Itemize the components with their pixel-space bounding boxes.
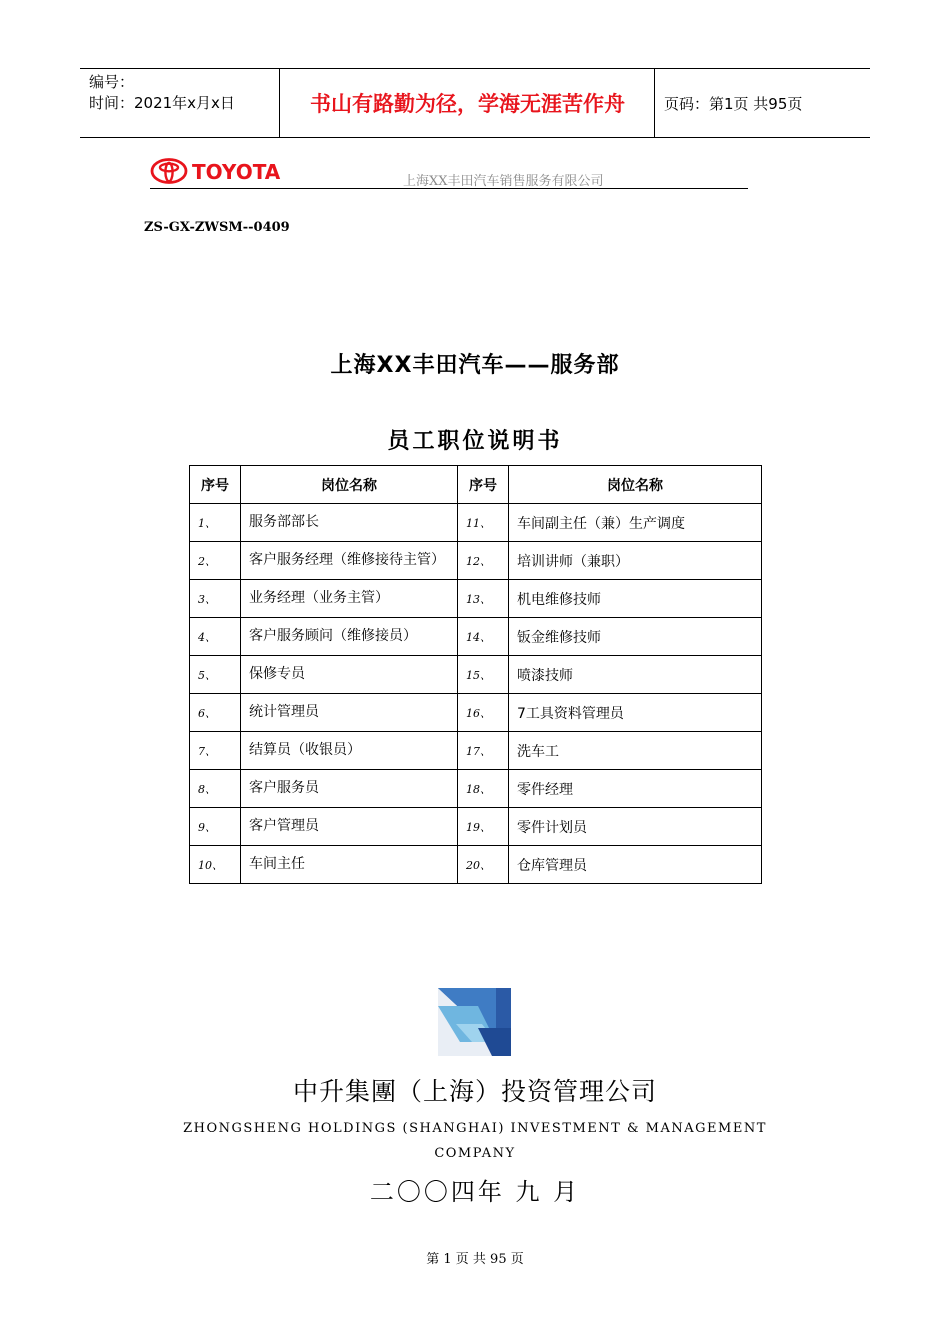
time-label: 时间：2021年x月x日	[89, 94, 235, 112]
position-name: 钣金维修技师	[509, 618, 762, 656]
header-motto: 书山有路勤为径，学海无涯苦作舟	[281, 69, 655, 137]
position-table	[189, 465, 762, 884]
table-row	[190, 580, 762, 618]
document-title: 上海XX丰田汽车——服务部	[330, 353, 620, 378]
header-cell-position-right: 岗位名称	[509, 466, 762, 504]
row-number: 14、	[458, 618, 509, 656]
company-emblem-icon	[438, 988, 511, 1056]
position-name: 7工具资料管理员	[509, 694, 762, 732]
row-number: 18、	[458, 770, 509, 808]
row-number: 1、	[190, 504, 241, 542]
row-number: 16、	[458, 694, 509, 732]
company-name-en-line1: ZHONGSHENG HOLDINGS (SHANGHAI) INVESTMENT & MANAGEMENT	[183, 1121, 767, 1136]
header-cell-no-left: 序号	[190, 466, 241, 504]
row-number: 10、	[190, 846, 241, 884]
row-number: 15、	[458, 656, 509, 694]
table-row	[190, 542, 762, 580]
position-name: 培训讲师（兼职）	[509, 542, 762, 580]
row-number: 11、	[458, 504, 509, 542]
position-name: 机电维修技师	[509, 580, 762, 618]
row-number: 6、	[190, 694, 241, 732]
position-name: 客户服务经理（维修接待主管）	[241, 542, 458, 580]
row-number: 4、	[190, 618, 241, 656]
header-page-number: 页码：第1页 共95页	[664, 94, 803, 113]
document-subtitle: 员工职位说明书	[387, 429, 563, 454]
position-name: 喷漆技师	[509, 656, 762, 694]
position-name: 零件经理	[509, 770, 762, 808]
table-row	[190, 732, 762, 770]
position-name: 服务部部长	[241, 504, 458, 542]
company-name-en	[180, 1116, 770, 1166]
logo-wordmark: TOYOTA	[192, 160, 281, 184]
document-date: 二〇〇四年 九 月	[369, 1178, 581, 1206]
number-label: 编号：	[89, 73, 135, 91]
row-number: 8、	[190, 770, 241, 808]
table-row	[190, 656, 762, 694]
table-row	[190, 618, 762, 656]
doc-number: ZS-GX-ZWSM--0409	[144, 220, 290, 235]
table-row	[190, 808, 762, 846]
position-name: 统计管理员	[241, 694, 458, 732]
position-name: 客户管理员	[241, 808, 458, 846]
company-name-en-line2: COMPANY	[434, 1146, 516, 1161]
position-name: 客户服务员	[241, 770, 458, 808]
table-header-row	[190, 466, 762, 504]
page-footer: 第 1 页 共 95 页	[426, 1252, 524, 1267]
row-number: 3、	[190, 580, 241, 618]
header-cell-no-right: 序号	[458, 466, 509, 504]
row-number: 17、	[458, 732, 509, 770]
row-number: 5、	[190, 656, 241, 694]
company-line-text: 上海XX丰田汽车销售服务有限公司	[403, 174, 604, 189]
position-name: 客户服务顾问（维修接员）	[241, 618, 458, 656]
position-name: 车间主任	[241, 846, 458, 884]
row-number: 2、	[190, 542, 241, 580]
position-name: 结算员（收银员）	[241, 732, 458, 770]
table-row	[190, 846, 762, 884]
row-number: 19、	[458, 808, 509, 846]
position-name: 业务经理（业务主管）	[241, 580, 458, 618]
position-name: 车间副主任（兼）生产调度	[509, 504, 762, 542]
header-meta	[80, 69, 280, 137]
position-name: 零件计划员	[509, 808, 762, 846]
row-number: 20、	[458, 846, 509, 884]
company-name-cn: 中升集團（上海）投资管理公司	[292, 1077, 657, 1106]
company-line	[150, 170, 748, 189]
table-row	[190, 504, 762, 542]
row-number: 9、	[190, 808, 241, 846]
position-name: 仓库管理员	[509, 846, 762, 884]
row-number: 13、	[458, 580, 509, 618]
document-header	[80, 68, 870, 138]
row-number: 7、	[190, 732, 241, 770]
table-row	[190, 770, 762, 808]
header-cell-position-left: 岗位名称	[241, 466, 458, 504]
position-name: 洗车工	[509, 732, 762, 770]
table-row	[190, 694, 762, 732]
position-name: 保修专员	[241, 656, 458, 694]
row-number: 12、	[458, 542, 509, 580]
